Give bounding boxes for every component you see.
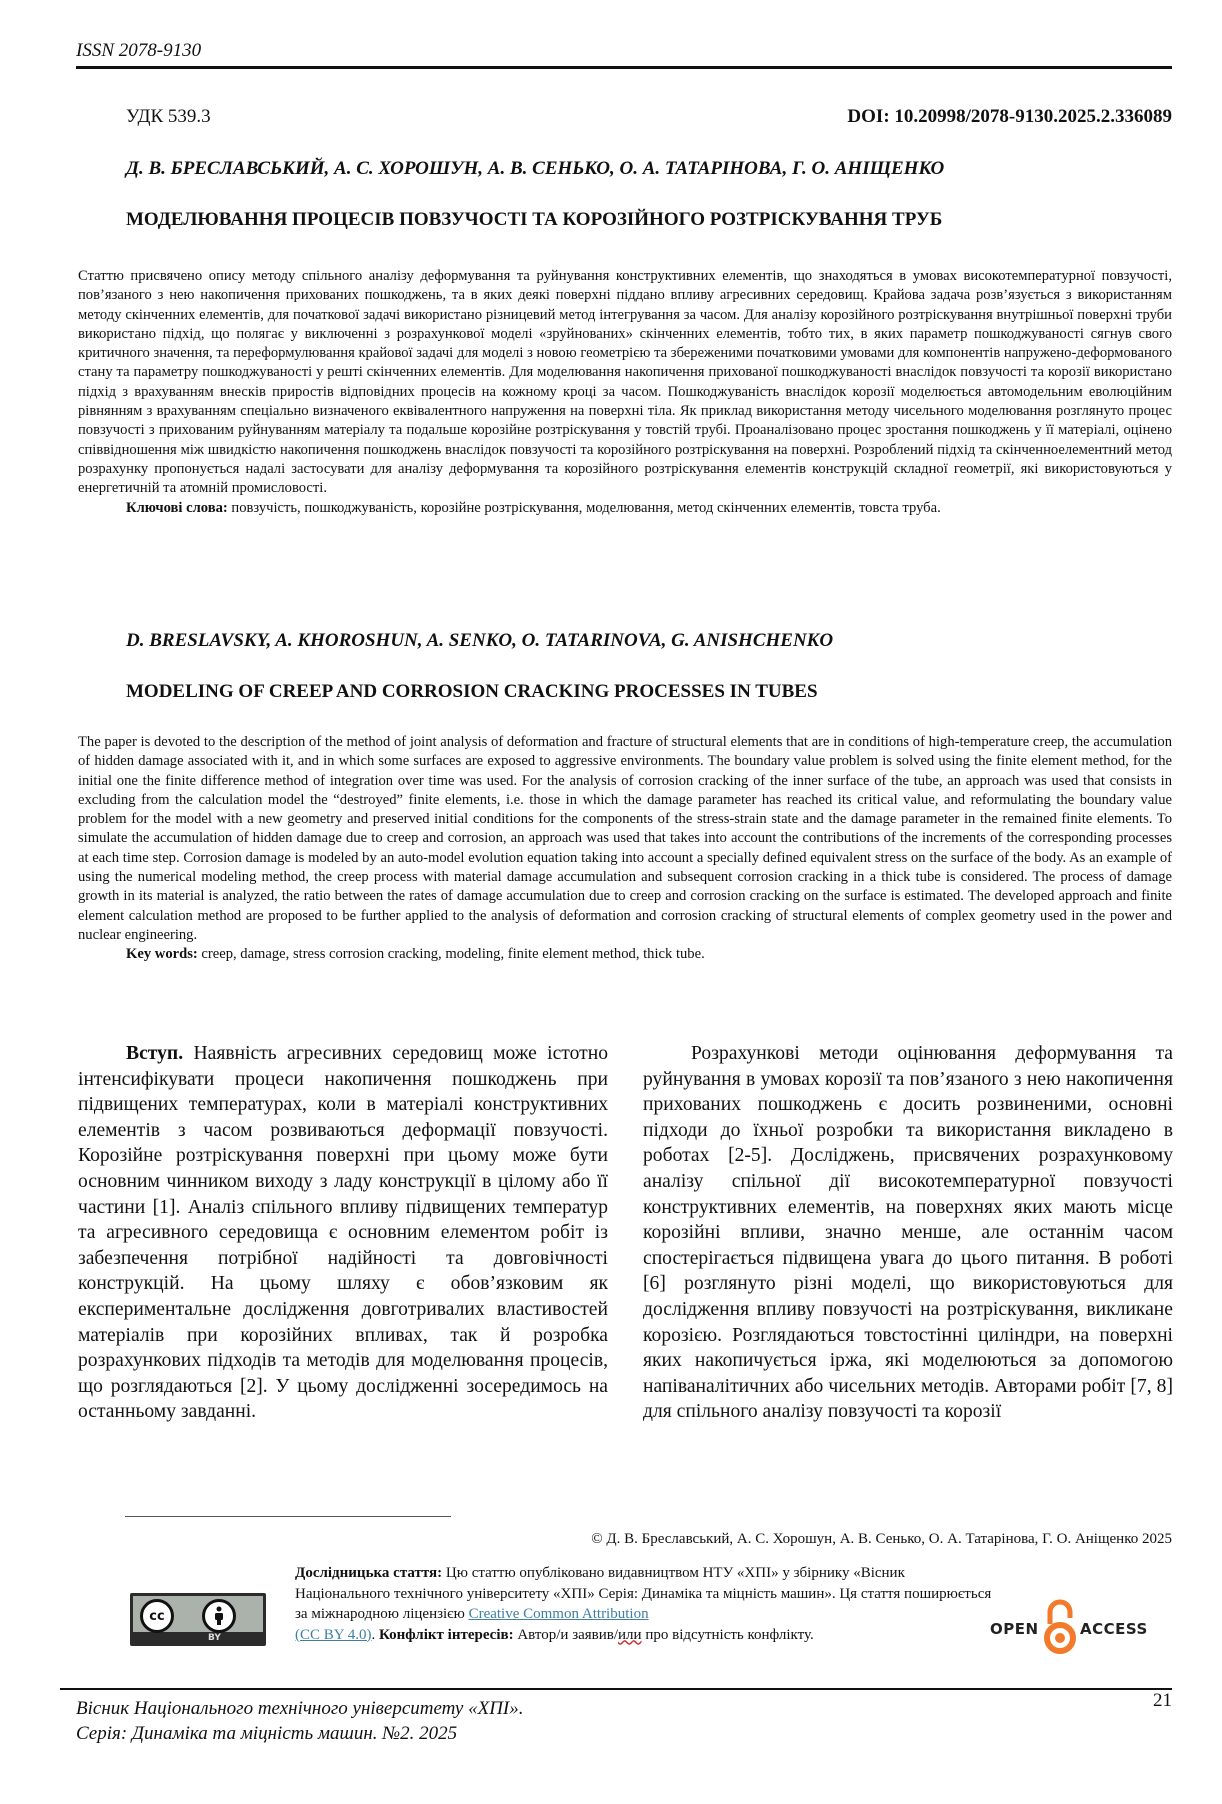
- footnote-rule: [125, 1516, 451, 1517]
- keywords-en-text: creep, damage, stress corrosion cracking, modeling, finite element method, thick tube.: [197, 946, 705, 963]
- by-label: BY: [208, 1633, 221, 1643]
- udc-code: УДК 539.3: [126, 106, 211, 127]
- authors-ua: Д. В. БРЕСЛАВСЬКИЙ, А. С. ХОРОШУН, А. В. СЕНЬКО, О. А. ТАТАРІНОВА, Г. О. АНІЩЕНКО: [126, 158, 945, 179]
- open-access-logo: [990, 1598, 1150, 1660]
- journal-line-1: Вісник Національного технічного університету «ХПІ».: [76, 1698, 524, 1719]
- conflict-text: Автор/и заявив/: [513, 1626, 619, 1643]
- license-text: Цю статтю опубліковано видавництвом НТУ «ХПІ» у збірнику «Вісник Національного технічного університету «ХПІ» Серія: Динаміка та міцність машин». Ця стаття поширюється за міжнародною ліцензією: [295, 1565, 992, 1622]
- journal-line-2: Серія: Динаміка та міцність машин. №2. 2025: [76, 1723, 458, 1744]
- attribution-person-icon: [202, 1599, 236, 1633]
- keywords-ua-text: повзучість, пошкоджуваність, корозійне розтріскування, моделювання, метод скінченних елементів, товста труба.: [227, 499, 941, 516]
- doi: DOI: 10.20998/2078-9130.2025.2.336089: [847, 106, 1172, 127]
- keywords-ua: [78, 499, 1172, 518]
- abstract-en-text: The paper is devoted to the description of the method of joint analysis of deformation and fracture of structural elements that are in conditions of high-temperature creep, the accumulation of hidden damage associated with it, and in which some surfaces are exposed to aggressive environments. The boundary value problem is solved using the finite element method, for the initial one the finite difference method of integration over time was used. For the analysis of corrosion cracking of the inner surface of the tube, an approach was used that consists in excluding from the calculation model the “destroyed” finite elements, i.e. those in which the damage parameter has reached its critical value, and reformulating the boundary value problem for the model with a new geometry and preserved initial conditions for the components of the stress-strain state and the damage parameter in the remained finite elements. To simulate the accumulation of hidden damage due to creep and corrosion, an approach was used that takes into account the contributions of the increments of the corresponding processes at each time step. Corrosion damage is modeled by an auto-model evolution equation taking into account a specially defined equivalent stress on the surface of the body. As an example of using the numerical modeling method, the creep process with material damage accumulation and subsequent corrosion cracking in a thick tube is considered. The process of damage growth in its material is analyzed, the ratio between the rates of damage accumulation due to creep and corrosion cracking on the surface is estimated. The developed approach and finite element calculation method are proposed to be further applied to the analysis of deformation and corrosion cracking of structural elements of complex geometry used in the power and nuclear engineering.: [78, 734, 1172, 943]
- cc-icon: cc: [140, 1599, 174, 1633]
- access-label: ACCESS: [1080, 1620, 1148, 1638]
- open-label: OPEN: [990, 1620, 1039, 1638]
- conflict-label: Конфлікт інтересів:: [379, 1626, 514, 1643]
- open-lock-icon: [1044, 1598, 1076, 1658]
- intro-text: Наявність агресивних середовищ може істотно інтенсифікувати процеси накопичення пошкоджень при підвищених температурах, коли в матеріалі конструктивних елементів з часом розвиваються деформації повзучості. Корозійне розтріскування поверхні при цьому може бути основним чинником виходу з ладу конструкції в цілому або її частини [1]. Аналіз спільного впливу підвищених температур та агресивного середовища є основним елементом робіт із забезпечення потрібної надійності та довговічності конструкцій. На цьому шляху є обов’язковим як експериментальне дослідження довготривалих властивостей матеріалів при корозійних впливах, так й розробка розрахункових підходів та методів для моделювання процесів, що розглядаються [2]. У цьому дослідженні зосередимось на останньому завданні.: [78, 1043, 608, 1423]
- intro-heading: Вступ.: [126, 1043, 184, 1064]
- authors-en: D. BRESLAVSKY, A. KHOROSHUN, A. SENKO, O. TATARINOVA, G. ANISHCHENKO: [126, 630, 834, 651]
- journal-name: [76, 1696, 524, 1746]
- footer-rule: [60, 1688, 1172, 1690]
- conflict-text-misspelled: или: [618, 1626, 642, 1643]
- conflict-text-end: про відсутність конфлікту.: [641, 1626, 814, 1643]
- abstract-ua: [78, 267, 1172, 518]
- title-en: MODELING OF CREEP AND CORROSION CRACKING PROCESSES IN TUBES: [126, 681, 818, 702]
- title-ua: МОДЕЛЮВАННЯ ПРОЦЕСІВ ПОВЗУЧОСТІ ТА КОРОЗІЙНОГО РОЗТРІСКУВАННЯ ТРУБ: [126, 209, 943, 230]
- body-column-left: [78, 1041, 608, 1425]
- abstract-ua-text: Статтю присвячено опису методу спільного аналізу деформування та руйнування конструктивних елементів, що знаходяться в умовах високотемпературної повзучості, пов’язаного з нею накопичення прихованих пошкоджень, та в яких деякі поверхні піддано впливу агресивних середовищ. Крайова задача розв’язується з використанням методу скінченних елементів, для початкової задачі використано різницевий метод інтегрування за часом. Для аналізу корозійного розтріскування внутрішньої поверхні труби використано підхід, що полягає у виключенні з розрахункової моделі «зруйнованих» скінченних елементів, тобто тих, в яких параметр пошкоджуваності сягнув свого критичного значення, та переформулювання крайової задачі для моделі з новою геометрією та збереженими початковими умовами для компонентів напружено-деформованого стану та параметру пошкоджуваності у решті скінченних елементів. Для моделювання накопичення прихованої пошкоджуваності внаслідок повзучості та корозії використано підхід з врахуванням внесків приростів відповідних процесів на кожному кроці за часом. Пошкоджуваність внаслідок корозії моделюється автомодельним еволюційним рівнянням з врахуванням спеціально визначеного еквівалентного напруження на поверхні тіла. Як приклад використання методу чисельного моделювання розглянуто процес повзучості з прихованим руйнуванням матеріалу та подальше корозійне розтріскування у товстій трубі. Проаналізовано процес зростання пошкоджень у її матеріалі, оцінено співвідношення між швидкістю накопичення пошкоджень внаслідок повзучості та корозійного розтріскування на поверхні. Розроблений підхід та скінченноелементний метод розрахунку пропонується надалі застосувати для аналізу деформування та корозійного розтріскування елементів конструкцій складної геометрії, які використовуються у енергетичній та атомній промисловості.: [78, 268, 1172, 497]
- page-number: 21: [1153, 1690, 1172, 1711]
- keywords-en-label: Key words:: [126, 946, 198, 963]
- license-link-ccby[interactable]: (CC BY 4.0): [295, 1626, 372, 1643]
- keywords-ua-label: Ключові слова:: [126, 499, 228, 516]
- keywords-en: [78, 945, 1172, 964]
- body-column-right: Розрахункові методи оцінювання деформування та руйнування в умовах корозії та пов’язаного з нею накопичення прихованих пошкоджень є досить розвиненими, основні підходи до їхньої розробки та використання викладено в роботах [2-5]. Досліджень, присвячених розрахунковому аналізу спільної дії високотемпературної повзучості конструктивних елементів, на поверхнях яких мають місце корозійні впливи, значно менше, але останнім часом спостерігається підвищена увага до цього питання. В роботі [6] розглянуто різні моделі, що використовуються для дослідження впливу повзучості на розтріскування, викликане корозією. Розглядаються товстостінні циліндри, на поверхні яких накопичується іржа, які моделюються за допомогою напіваналітичних або чисельних методів. Авторами робіт [7, 8] для спільного аналізу повзучості та корозії: [643, 1043, 1173, 1423]
- license-block: Дослідницька стаття: Цю статтю опубліковано видавництвом НТУ «ХПІ» у збірнику «Вісник Національного технічного університету «ХПІ» Серія: Динаміка та міцність машин». Ця стаття поширюється за міжнародною ліцензією Creative Common Attribution (CC BY 4.0). Конфлікт інтересів: Автор/и заявив/или про відсутність конфлікту.: [295, 1565, 992, 1643]
- header-rule: [76, 66, 1172, 69]
- cc-by-badge[interactable]: [130, 1593, 266, 1646]
- license-link[interactable]: Creative Common Attribution: [468, 1606, 649, 1622]
- article-type-label: Дослідницька стаття:: [295, 1565, 443, 1581]
- copyright: © Д. В. Бреславський, А. С. Хорошун, А. В. Сенько, О. А. Татарінова, Г. О. Аніщенко 2025: [591, 1531, 1172, 1547]
- abstract-en: [78, 733, 1172, 965]
- issn: ISSN 2078-9130: [76, 40, 202, 61]
